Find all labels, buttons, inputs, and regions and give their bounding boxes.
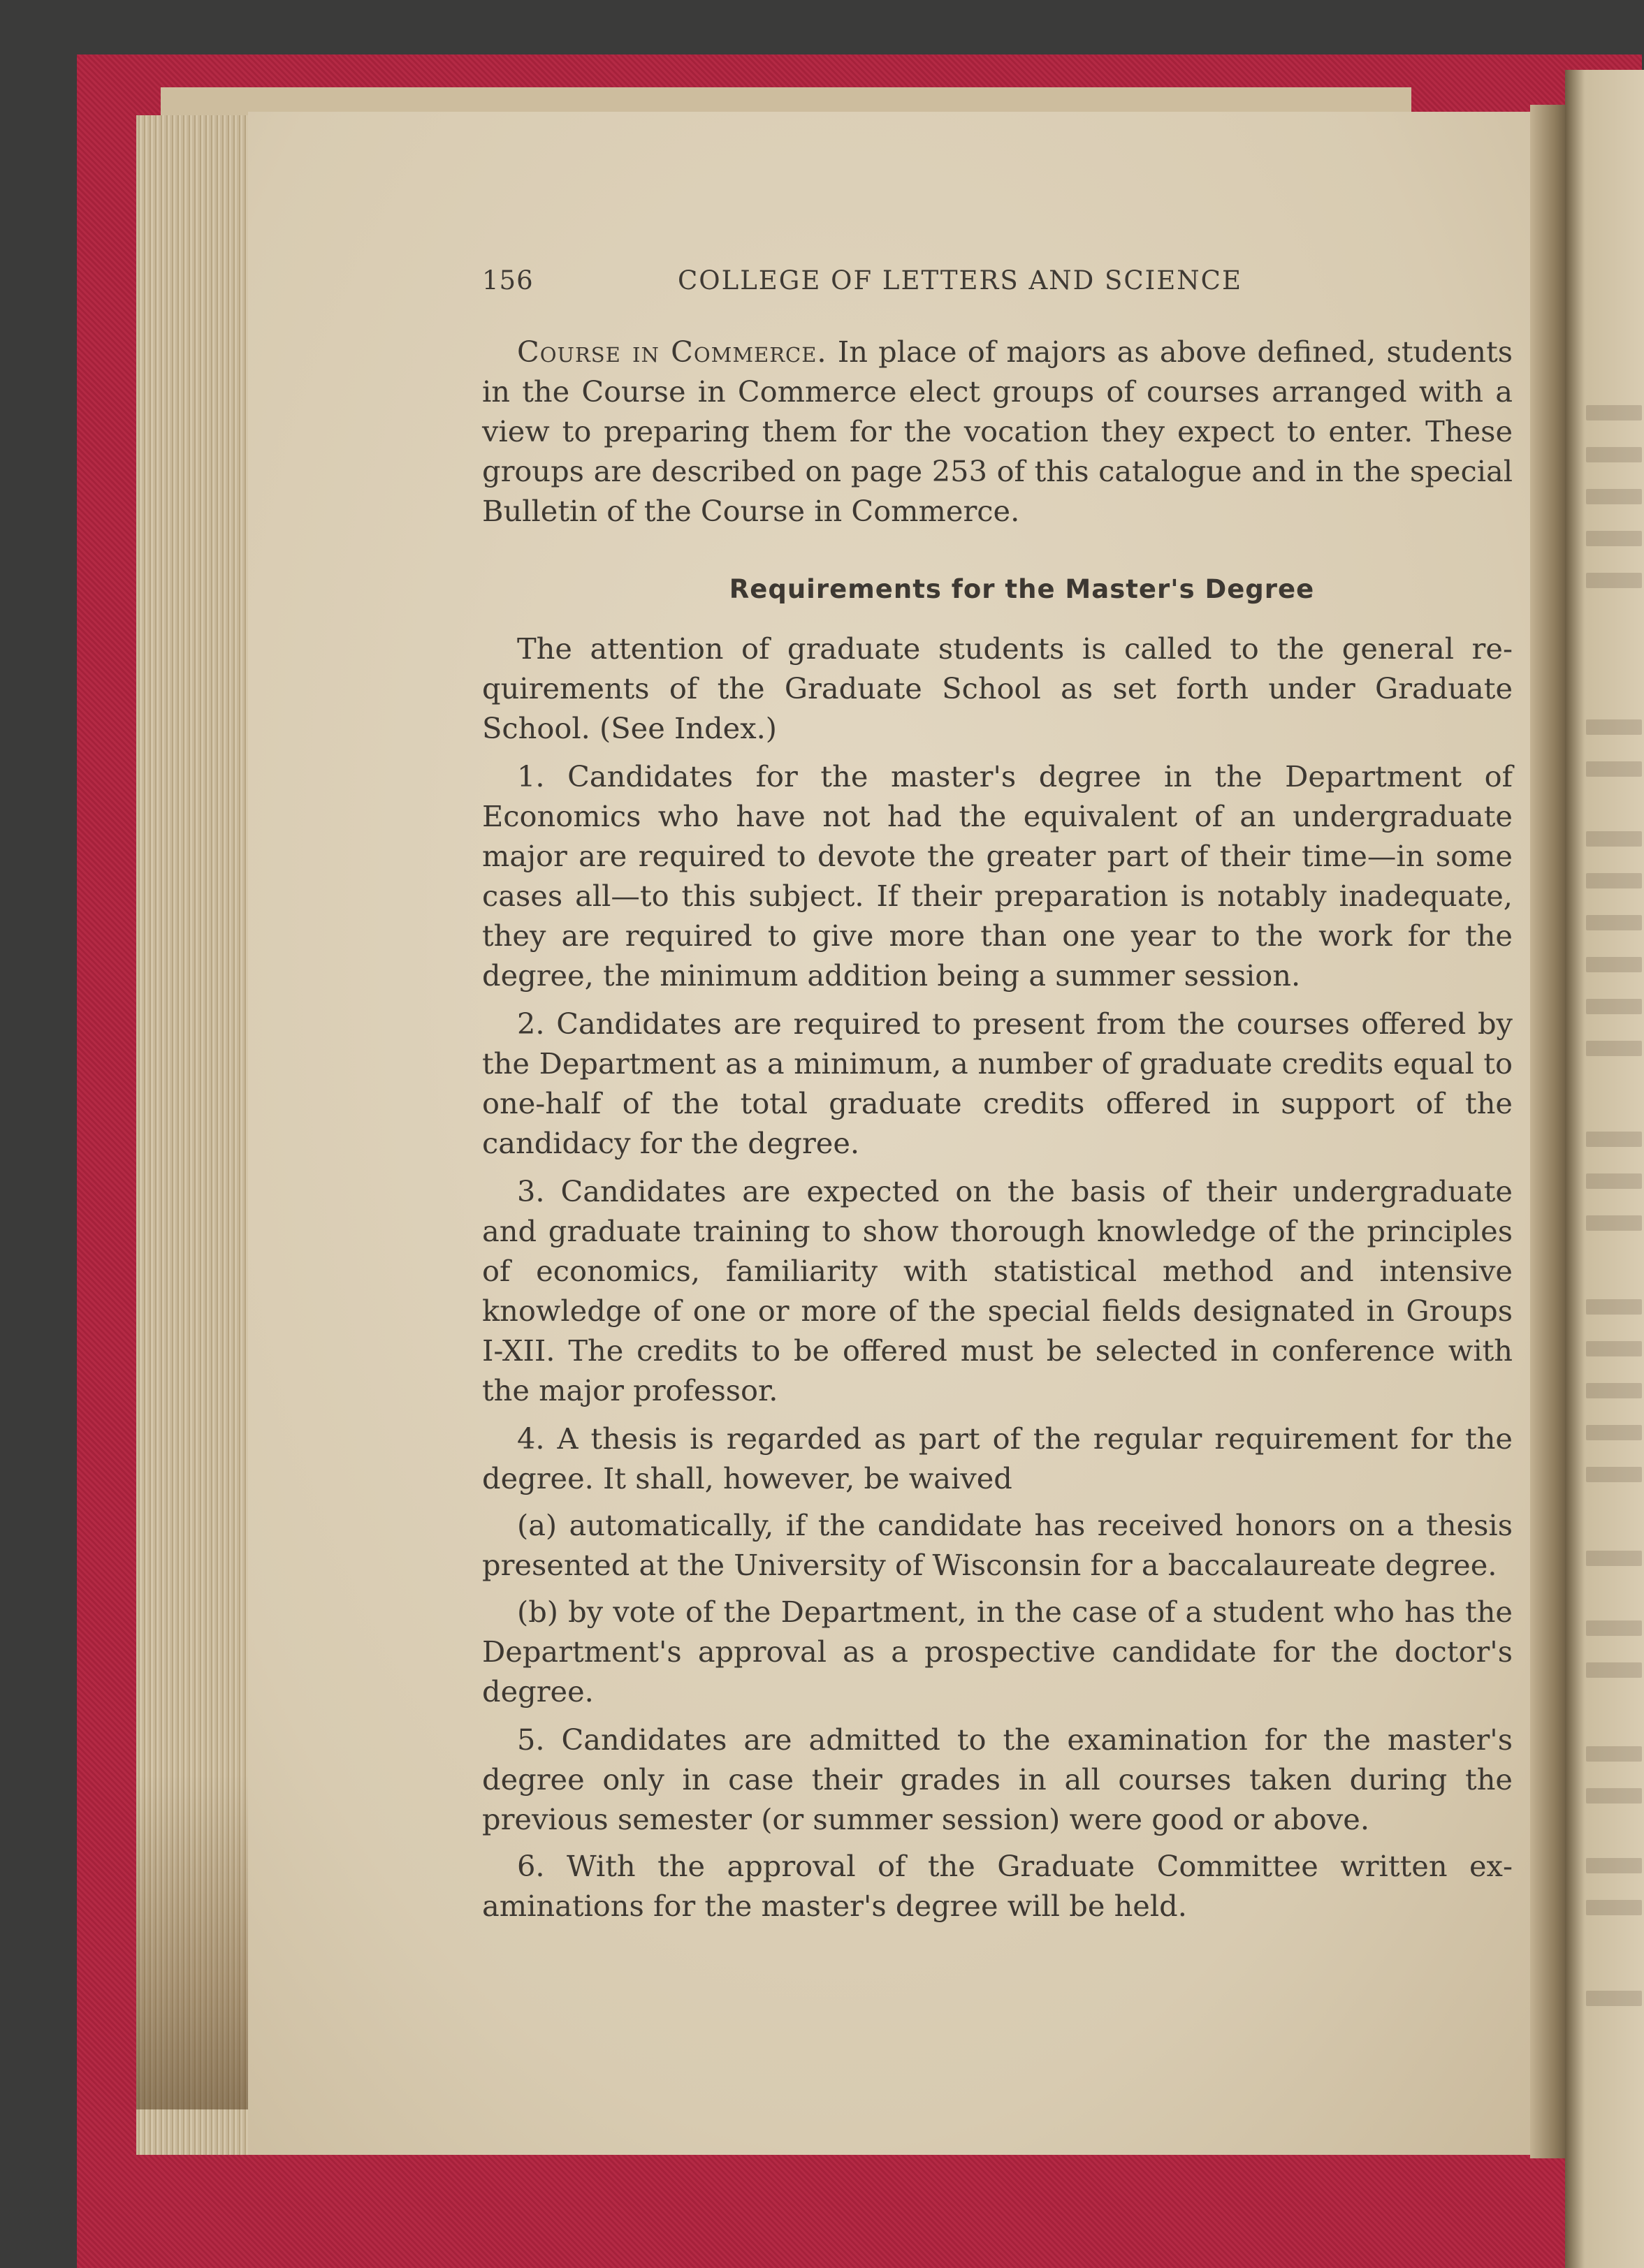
requirement-4b: (b) by vote of the Department, in the case of a student who has the Department's approval as a prospective candidate for the doctor's degree.: [482, 1595, 1513, 1709]
commerce-text: In place of majors as above defined, students in the Course in Commerce elect groups of courses arranged with a view to preparing them for the vocation they expect to enter. These groups are described on page 253 of this catalogue and in the special Bulletin of the Course in Commerce.: [482, 335, 1513, 528]
requirement-6: 6. With the approval of the Graduate Committee written examinations for the master's degree will be held.: [482, 1849, 1513, 1923]
intro-paragraph: The attention of graduate students is called to the general requirements of the Graduate School as set forth under Graduate School. (See Index.): [482, 631, 1513, 745]
requirement-2: 2. Candidates are required to present from the courses offered by the Department as a minimum, a number of graduate credits equal to one-half of the total graduate credits offered in support of the candidacy for the degree.: [482, 1007, 1513, 1160]
requirement-5: 5. Candidates are admitted to the examination for the master's degree only in case their grades in all courses taken during the previous semester (or summer session) were good or above.: [482, 1722, 1513, 1836]
running-title: COLLEGE OF LETTERS AND SCIENCE: [678, 265, 1242, 295]
requirement-3: 3. Candidates are expected on the basis of their undergraduate and graduate training to show thorough knowledge of the principles of economics, familiarity with statistical method and intensive knowledge of one or more of the special fields designated in Groups I-XII. The credits to be offered must be selected in conference with the major professor.: [482, 1174, 1513, 1407]
facing-page-edge: [1565, 70, 1644, 2268]
commerce-paragraph: [482, 332, 1513, 531]
requirement-4a: (a) automatically, if the candidate has received honors on a thesis presented at the University of Wisconsin for a baccalaureate degree.: [482, 1508, 1513, 1582]
page-number: 156: [482, 265, 534, 295]
requirement-1: 1. Candidates for the master's degree in the Department of Economics who have not had the equivalent of an undergraduate major are required to devote the greater part of their time—in some cases all—to this subject. If their preparation is notably inadequate, they are required to give more than one year to the work for the degree, the minimum addition being a summer session.: [482, 759, 1513, 993]
requirement-4: 4. A thesis is regarded as part of the regular requirement for the degree. It shall, however, be waived: [482, 1421, 1513, 1495]
section-heading: Requirements for the Master's Degree: [729, 574, 1315, 604]
page-body: [482, 332, 1513, 1934]
commerce-label: Course in Commerce.: [517, 335, 827, 369]
